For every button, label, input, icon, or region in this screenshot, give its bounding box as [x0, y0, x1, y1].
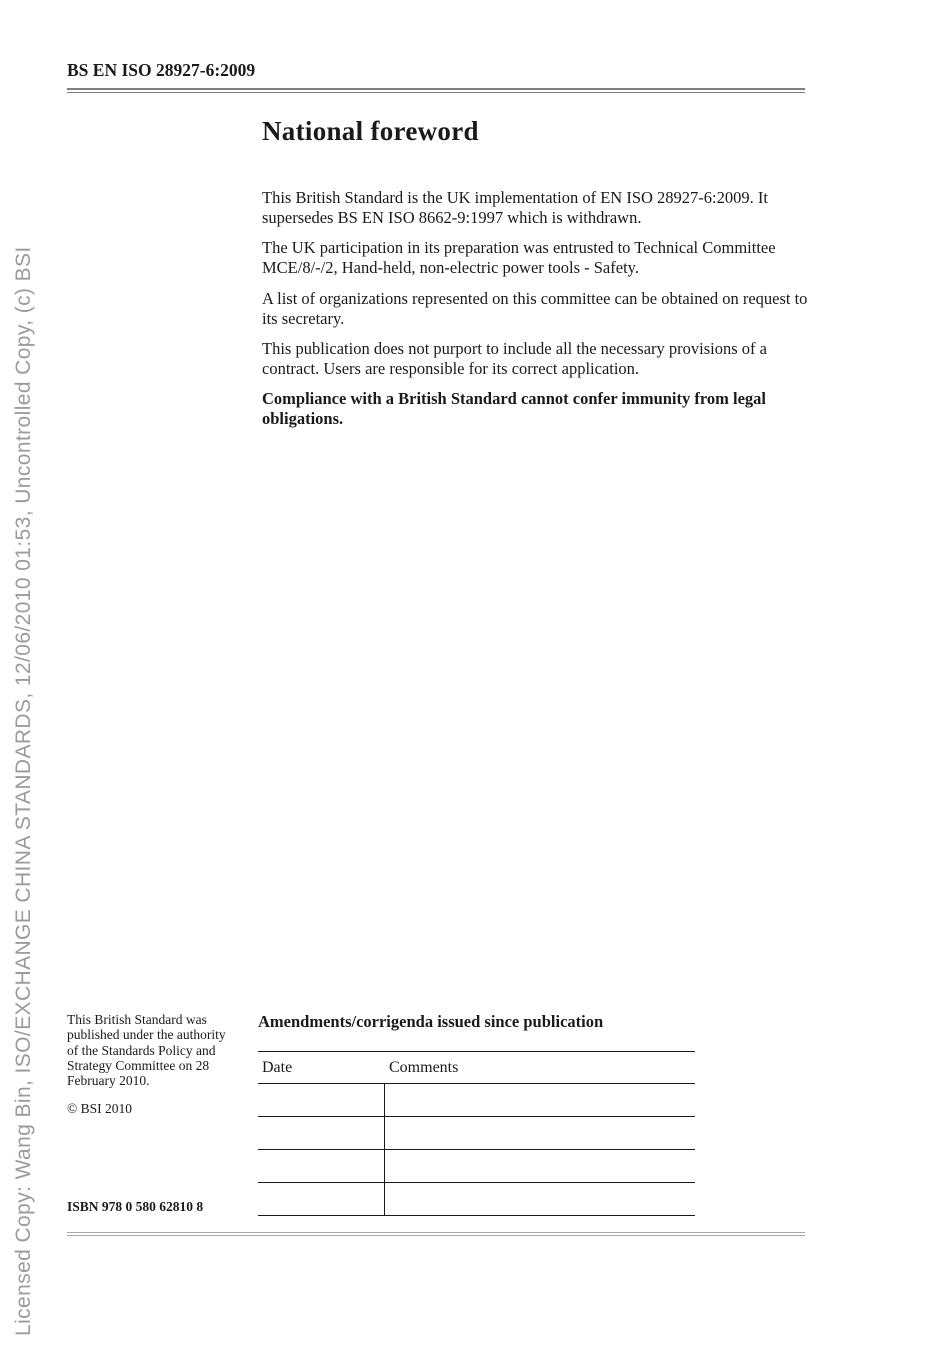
footer-double-rule: [67, 1232, 805, 1236]
publication-note-block: [67, 1012, 239, 1117]
amendments-table: [258, 1051, 695, 1216]
license-watermark-text: Licensed Copy: Wang Bin, ISO/EXCHANGE CHINA STANDARDS, 12/06/2010 01:53, Uncontrolled Copy, (c) BSI: [12, 246, 35, 1336]
publication-note: This British Standard was published under the authority of the Standards Policy and Strategy Committee on 28 February 2010.: [67, 1012, 226, 1088]
table-row: [258, 1084, 695, 1117]
header-double-rule: [67, 88, 805, 93]
amendments-table-body: [258, 1084, 695, 1216]
isbn-number: ISBN 978 0 580 62810 8: [67, 1199, 204, 1214]
table-column-divider: [384, 1084, 385, 1216]
page-title: National foreword: [262, 116, 479, 146]
paragraph-uk-participation: The UK participation in its preparation was entrusted to Technical Committee MCE/8/-/2, Hand-held, non-electric power tools - Safety.: [262, 238, 776, 278]
paragraph-implementation: This British Standard is the UK implementation of EN ISO 28927-6:2009. It supersedes BS EN ISO 8662-9:1997 which is withdrawn.: [262, 188, 768, 228]
amendments-section: [258, 1012, 695, 1216]
paragraph-provisions: This publication does not purport to include all the necessary provisions of a contract. Users are responsible for its correct application.: [262, 338, 767, 378]
amendments-heading: Amendments/corrigenda issued since publication: [258, 1012, 604, 1031]
amendments-table-header-row: [258, 1052, 695, 1084]
paragraph-organizations-list: A list of organizations represented on this committee can be obtained on request to its secretary.: [262, 288, 808, 328]
paragraph-compliance-notice: Compliance with a British Standard cannot confer immunity from legal obligations.: [262, 389, 767, 429]
column-header-comments: Comments: [389, 1059, 459, 1076]
table-row: [258, 1183, 695, 1216]
table-row: [258, 1117, 695, 1150]
copyright-notice: © BSI 2010: [67, 1101, 133, 1117]
table-row: [258, 1150, 695, 1183]
standard-number-header: BS EN ISO 28927-6:2009: [67, 60, 256, 80]
column-header-date: Date: [262, 1059, 293, 1076]
foreword-body: [262, 188, 808, 439]
